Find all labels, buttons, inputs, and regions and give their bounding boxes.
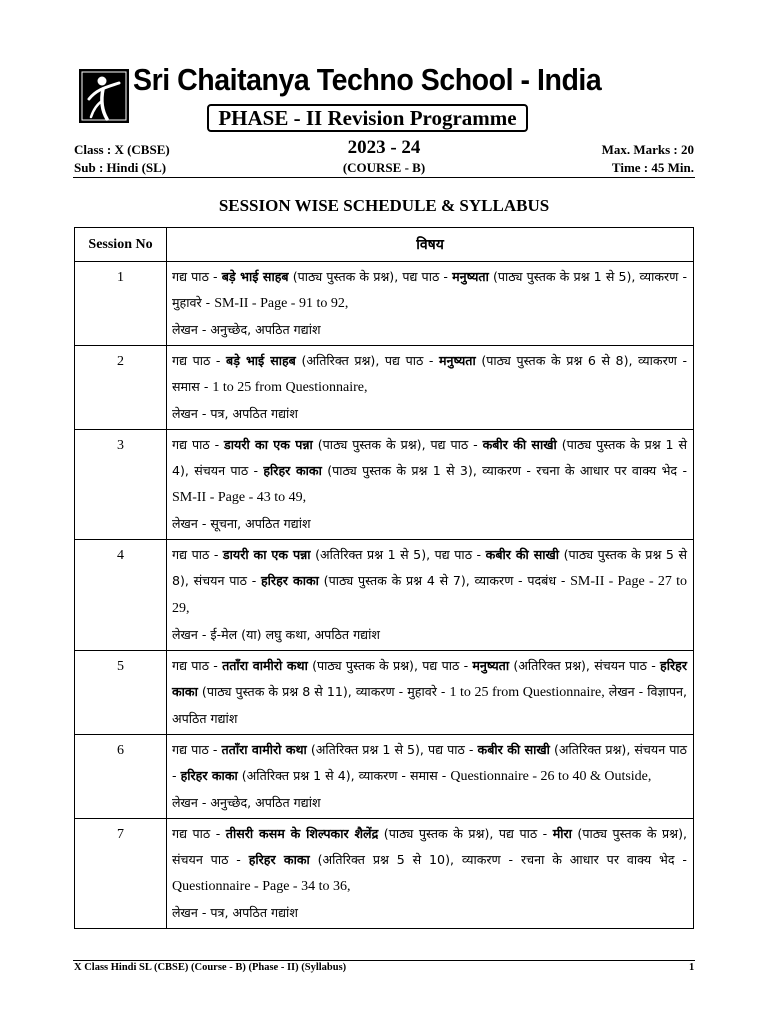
syllabus-text: (अतिरिक्त प्रश्न 5 से 10), व्याकरण - रचना के आधार पर वाक्य भेद -	[309, 852, 687, 867]
syllabus-text: (अतिरिक्त प्रश्न), पद्य पाठ -	[295, 353, 440, 368]
syllabus-text: (पाठ्य पुस्तक के प्रश्न 1 से 5), व्याकरण - मुहावरे -	[172, 269, 687, 310]
syllabus-text: (पाठ्य पुस्तक के प्रश्न 5 से 8), संचयन पाठ -	[172, 547, 687, 588]
page-number: 1	[689, 962, 695, 973]
syllabus-text: (पाठ्य पुस्तक के प्रश्न 1 से 3), व्याकरण - रचना के आधार पर वाक्य भेद -	[321, 463, 687, 478]
syllabus-text: लेखन - ई-मेल (या) लघु कथा, अपठित गद्यांश	[172, 627, 380, 642]
syllabus-text: 1 to 25 from Questionnaire,	[212, 380, 368, 395]
syllabus-text: Questionnaire - Page - 34 to 36,	[172, 879, 351, 894]
syllabus-text: SM-II - Page - 27 to 29,	[172, 574, 687, 616]
chapter-name: हरिहर काका	[248, 852, 310, 867]
session-number: 5	[75, 651, 167, 735]
chapter-name: हरिहर काका	[180, 768, 238, 783]
session-number: 1	[75, 262, 167, 346]
table-row	[75, 819, 694, 929]
session-syllabus	[167, 262, 694, 346]
syllabus-text: लेखन - पत्र, अपठित गद्यांश	[172, 905, 298, 920]
session-number: 6	[75, 735, 167, 819]
syllabus-text: Questionnaire - 26 to 40 & Outside,	[450, 769, 652, 784]
table-row	[75, 346, 694, 430]
academic-year: 2023 - 24	[347, 137, 421, 158]
chapter-name: डायरी का एक पन्ना	[222, 547, 311, 562]
school-name: Sri Chaitanya Techno School - India	[133, 62, 602, 97]
syllabus-text: (अतिरिक्त प्रश्न 1 से 4), व्याकरण - समास -	[237, 768, 451, 783]
programme-title: PHASE - II Revision Programme	[207, 104, 528, 132]
chapter-name: बड़े भाई साहब	[221, 269, 289, 284]
column-header-session: Session No	[75, 228, 167, 262]
syllabus-text: 1 to 25 from Questionnaire,	[449, 685, 605, 700]
syllabus-text: SM-II - Page - 91 to 92,	[214, 296, 349, 311]
chapter-name: कबीर की साखी	[477, 742, 550, 757]
chapter-name: कबीर की साखी	[482, 437, 557, 452]
chapter-name: तीसरी कसम के शिल्पकार शैलेंद्र	[225, 826, 379, 841]
session-syllabus	[167, 346, 694, 430]
syllabus-text: गद्य पाठ -	[172, 437, 225, 452]
course-label: (COURSE - B)	[342, 160, 426, 175]
syllabus-text: लेखन - सूचना, अपठित गद्यांश	[172, 516, 311, 531]
subject-label: Sub : Hindi (SL)	[74, 160, 167, 175]
max-marks: Max. Marks : 20	[601, 142, 694, 157]
session-number: 3	[75, 430, 167, 540]
table-header-row	[75, 228, 694, 262]
chapter-name: तताँरा वामीरो कथा	[221, 742, 307, 757]
table-row	[75, 262, 694, 346]
session-number: 4	[75, 540, 167, 651]
chapter-name: हरिहर काका	[263, 463, 322, 478]
syllabus-text: (पाठ्य पुस्तक के प्रश्न 8 से 11), व्याकरण - मुहावरे -	[197, 684, 450, 699]
session-number: 7	[75, 819, 167, 929]
session-number: 2	[75, 346, 167, 430]
syllabus-text: (पाठ्य पुस्तक के प्रश्न), संचयन पाठ -	[172, 826, 687, 867]
chapter-name: कबीर की साखी	[485, 547, 560, 562]
syllabus-text: (पाठ्य पुस्तक के प्रश्न 6 से 8), व्याकरण - समास -	[172, 353, 687, 394]
footer-text: X Class Hindi SL (CBSE) (Course - B) (Phase - II) (Syllabus)	[74, 962, 347, 973]
chapter-name: बड़े भाई साहब	[226, 353, 296, 368]
syllabus-text: गद्य पाठ -	[172, 269, 222, 284]
syllabus-text: गद्य पाठ -	[172, 742, 222, 757]
syllabus-text: SM-II - Page - 43 to 49,	[172, 490, 307, 505]
syllabus-text: (पाठ्य पुस्तक के प्रश्न 1 से 4), संचयन पाठ -	[172, 437, 687, 478]
header-divider	[73, 177, 695, 178]
section-title: SESSION WISE SCHEDULE & SYLLABUS	[218, 196, 550, 215]
syllabus-text: गद्य पाठ -	[172, 826, 226, 841]
chapter-name: हरिहर काका	[172, 658, 687, 699]
table-row	[75, 735, 694, 819]
table-row	[75, 651, 694, 735]
syllabus-text: (अतिरिक्त प्रश्न), संचयन पाठ -	[172, 742, 687, 783]
chapter-name: डायरी का एक पन्ना	[224, 437, 313, 452]
syllabus-text: गद्य पाठ -	[172, 353, 227, 368]
chapter-name: मीरा	[552, 826, 572, 841]
syllabus-text: (अतिरिक्त प्रश्न), संचयन पाठ -	[509, 658, 661, 673]
table-row	[75, 540, 694, 651]
chapter-name: हरिहर काका	[260, 573, 319, 588]
session-syllabus	[167, 540, 694, 651]
syllabus-text: लेखन - अनुच्छेद, अपठित गद्यांश	[172, 322, 321, 337]
chapter-name: मनुष्यता	[452, 269, 489, 284]
syllabus-text: (पाठ्य पुस्तक के प्रश्न), पद्य पाठ -	[307, 658, 473, 673]
syllabus-text: (अतिरिक्त प्रश्न 1 से 5), पद्य पाठ -	[310, 547, 486, 562]
column-header-topic: विषय	[167, 228, 694, 262]
chapter-name: मनुष्यता	[472, 658, 510, 673]
table-row	[75, 430, 694, 540]
syllabus-text: गद्य पाठ -	[172, 658, 223, 673]
footer-divider	[73, 960, 695, 961]
session-syllabus	[167, 651, 694, 735]
syllabus-text: (पाठ्य पुस्तक के प्रश्न), पद्य पाठ -	[312, 437, 483, 452]
syllabus-text: (पाठ्य पुस्तक के प्रश्न 4 से 7), व्याकरण - पदबंध -	[318, 573, 571, 588]
syllabus-text: (पाठ्य पुस्तक के प्रश्न), पद्य पाठ -	[288, 269, 453, 284]
session-syllabus	[167, 735, 694, 819]
syllabus-text: (पाठ्य पुस्तक के प्रश्न), पद्य पाठ -	[378, 826, 553, 841]
schedule-table	[74, 227, 694, 929]
chapter-name: तताँरा वामीरो कथा	[222, 658, 308, 673]
syllabus-text: गद्य पाठ -	[172, 547, 223, 562]
session-syllabus	[167, 819, 694, 929]
syllabus-text: लेखन - अनुच्छेद, अपठित गद्यांश	[172, 795, 321, 810]
class-label: Class : X (CBSE)	[74, 142, 170, 157]
syllabus-text: (अतिरिक्त प्रश्न 1 से 5), पद्य पाठ -	[306, 742, 478, 757]
syllabus-text: लेखन - पत्र, अपठित गद्यांश	[172, 406, 298, 421]
chapter-name: मनुष्यता	[439, 353, 476, 368]
syllabus-text: लेखन - विज्ञापन, अपठित गद्यांश	[172, 684, 687, 726]
session-syllabus	[167, 430, 694, 540]
exam-time: Time : 45 Min.	[611, 160, 694, 175]
school-logo	[79, 69, 129, 123]
schedule-body	[75, 262, 694, 929]
